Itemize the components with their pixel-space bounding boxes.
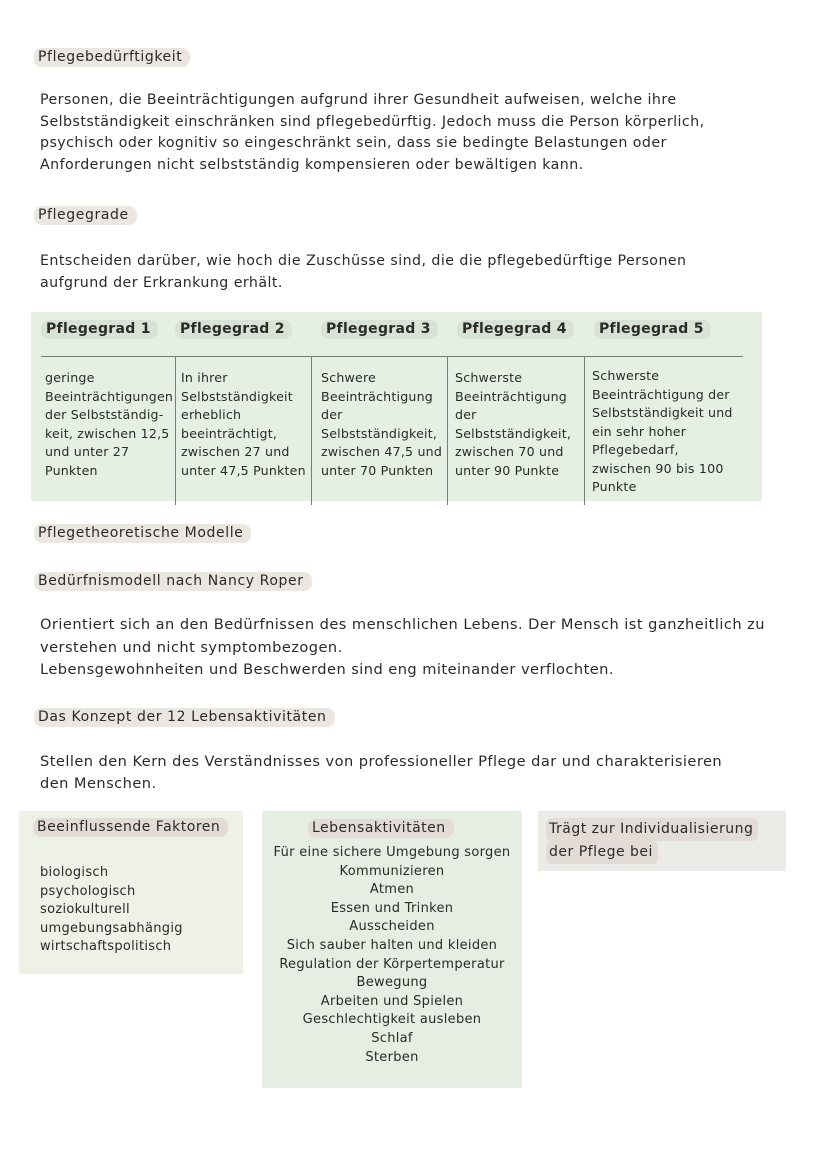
grade-description: [455, 369, 582, 480]
box-individualisierung: [538, 811, 786, 871]
paragraph-konzept: [40, 751, 722, 795]
list-item: Essen und Trinken: [330, 900, 454, 916]
grade-line: Pflegebedarf,: [592, 442, 679, 457]
grade-column-3: [311, 312, 447, 501]
paragraph-line: Lebensgewohnheiten und Beschwerden sind eng miteinander verflochten.: [40, 661, 614, 678]
grade-line: Punkte: [592, 479, 637, 494]
grade-line: ein sehr hoher: [592, 423, 687, 439]
grade-line: In ihrer: [181, 370, 228, 385]
list-item: soziokulturell: [40, 902, 130, 917]
paragraph-line: aufgrund der Erkrankung erhält.: [40, 274, 283, 291]
list-item: umgebungsabhängig: [40, 920, 183, 936]
grade-line: Schwerste: [592, 368, 660, 383]
grade-column-4: [447, 312, 584, 501]
paragraph-line: den Menschen.: [40, 775, 157, 792]
paragraph-pflegebeduerftigkeit: [40, 90, 705, 176]
grade-line: geringe: [45, 370, 95, 385]
grade-description: [592, 367, 760, 497]
list-item: Atmen: [369, 882, 415, 898]
paragraph-line: Stellen den Kern des Verständnisses von professioneller Pflege dar und charakterisieren: [40, 753, 723, 770]
grade-line: Selbstständigkeit,: [321, 425, 438, 441]
list-item: Regulation der Körpertemperatur: [279, 956, 505, 972]
grade-line: und unter 27: [45, 444, 130, 459]
grade-line: Selbstständigkeit und: [592, 405, 733, 420]
grade-line: zwischen 70 und: [455, 444, 564, 459]
list-item: Sterben: [365, 1049, 419, 1065]
grade-column-2: [175, 312, 311, 501]
list-item: psychologisch: [40, 883, 136, 899]
grade-title: Pflegegrad 2: [175, 320, 292, 339]
grade-line: Beeinträchtigung: [321, 388, 433, 404]
grade-line: zwischen 90 bis 100: [592, 460, 724, 476]
grade-column-1: [31, 312, 175, 501]
heading-modelle: Pflegetheoretische Modelle: [34, 524, 251, 543]
grade-line: zwischen 27 und: [181, 444, 290, 459]
list-item: Geschlechtigkeit ausleben: [302, 1012, 482, 1028]
grade-line: der: [455, 407, 477, 422]
section-roper: [34, 570, 312, 591]
grade-line: zwischen 47,5 und: [321, 444, 443, 459]
paragraph-line: Personen, die Beeinträchtigungen aufgrund ihrer Gesundheit aufweisen, welche ihre: [40, 92, 677, 108]
grade-description: [321, 369, 445, 480]
grade-title: Pflegegrad 4: [457, 320, 574, 339]
faktoren-list: [40, 864, 183, 957]
paragraph-line: psychisch oder kognitiv so eingeschränkt sein, dass sie bedingte Belastungen oder: [40, 135, 667, 151]
grade-line: Selbstständigkeit,: [455, 425, 572, 441]
grade-column-5: [584, 312, 762, 501]
heading-konzept: Das Konzept der 12 Lebensaktivitäten: [34, 708, 335, 727]
paragraph-pflegegrade: [40, 251, 687, 294]
grade-line: unter 70 Punkten: [321, 462, 434, 478]
grade-line: unter 47,5 Punkten: [181, 462, 306, 478]
grade-line: erheblich: [181, 407, 242, 422]
paragraph-roper: [40, 614, 765, 682]
grade-line: Beeinträchtigung: [455, 388, 567, 404]
section-modelle: [34, 522, 251, 543]
list-item: biologisch: [40, 865, 109, 880]
paragraph-line: Entscheiden darüber, wie hoch die Zuschüsse sind, die die pflegebedürftige Personen: [40, 253, 687, 269]
heading-pflegebeduerftigkeit: Pflegebedürftigkeit: [34, 48, 190, 67]
pflegegrade-table: [31, 312, 762, 501]
grade-description: [181, 369, 309, 480]
paragraph-line: Orientiert sich an den Bedürfnissen des menschlichen Lebens. Der Mensch ist ganzheitlich zu: [40, 616, 765, 633]
list-item: wirtschaftspolitisch: [40, 939, 172, 954]
box-title-line: der Pflege bei: [546, 841, 658, 864]
grade-line: der: [321, 407, 343, 422]
aktivitaeten-list: [262, 844, 522, 1067]
box-title: Beeinflussende Faktoren: [33, 818, 228, 837]
section-pflegegrade: [34, 204, 137, 225]
grade-title: Pflegegrad 5: [594, 320, 711, 339]
grade-line: Beeinträchtigung der: [592, 386, 730, 402]
grade-title: Pflegegrad 3: [321, 320, 438, 339]
grade-line: Beeinträchtigungen: [45, 388, 174, 404]
heading-pflegegrade: Pflegegrade: [34, 206, 137, 225]
list-item: Ausscheiden: [349, 919, 435, 935]
grade-line: Schwere: [321, 370, 376, 385]
box-title: Lebensaktivitäten: [308, 819, 454, 838]
paragraph-line: Anforderungen nicht selbstständig kompensieren oder bewältigen kann.: [40, 156, 584, 173]
grade-line: beeinträchtigt,: [181, 425, 278, 441]
grade-line: unter 90 Punkte: [455, 462, 560, 478]
box-title-line: Trägt zur Individualisierung: [546, 818, 758, 841]
grade-line: Schwerste: [455, 370, 523, 385]
list-item: Schlaf: [371, 1030, 413, 1046]
section-pflegebeduerftigkeit: [34, 46, 190, 67]
list-item: Für eine sichere Umgebung sorgen: [273, 845, 511, 860]
box-title: [546, 818, 770, 864]
list-item: Sich sauber halten und kleiden: [286, 937, 498, 953]
grade-line: Punkten: [45, 462, 98, 478]
list-item: Kommunizieren: [339, 863, 445, 879]
grade-line: der Selbstständig-: [45, 407, 164, 422]
grade-description: [45, 369, 173, 480]
grade-title: Pflegegrad 1: [41, 320, 158, 339]
list-item: Bewegung: [356, 975, 428, 991]
box-beeinflussende-faktoren: [19, 811, 243, 974]
heading-roper: Bedürfnismodell nach Nancy Roper: [34, 572, 312, 591]
grade-line: keit, zwischen 12,5: [45, 425, 170, 441]
section-konzept: [34, 706, 335, 727]
paragraph-line: verstehen und nicht symptombezogen.: [40, 638, 343, 656]
list-item: Arbeiten und Spielen: [320, 993, 464, 1009]
grade-line: Selbstständigkeit: [181, 388, 293, 404]
paragraph-line: Selbstständigkeit einschränken sind pflegebedürftig. Jedoch muss die Person körperlich,: [40, 113, 705, 130]
box-lebensaktivitaeten: [262, 811, 522, 1088]
